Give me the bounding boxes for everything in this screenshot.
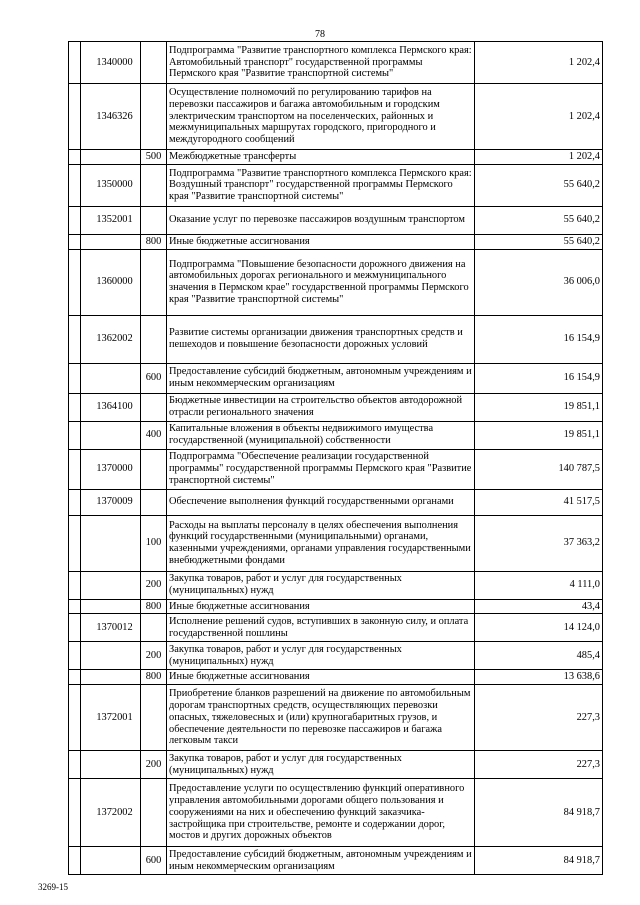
page-number: 78 (315, 29, 325, 40)
item-name-cell: Капитальные вложения в объекты недвижимого имущества государственной (муниципальной) собственности (167, 421, 475, 449)
item-name-cell: Расходы на выплаты персоналу в целях обеспечения выполнения функций государственными (муниципальными) органами, казенными учреждениями, органами управления государственными внебюджетными фондами (167, 515, 475, 571)
item-name-cell: Закупка товаров, работ и услуг для государственных (муниципальных) нужд (167, 642, 475, 670)
row-number-cell (69, 599, 81, 614)
expense-type-cell: 200 (141, 642, 167, 670)
item-name-cell: Подпрограмма "Развитие транспортного комплекса Пермского края: Автомобильный транспорт" государственной программы Пермского края "Развитие транспортной системы" (167, 42, 475, 84)
amount-cell: 55 640,2 (475, 206, 603, 234)
expense-type-cell: 200 (141, 571, 167, 599)
expense-type-cell (141, 393, 167, 421)
target-code-cell: 1350000 (81, 164, 141, 206)
amount-cell: 36 006,0 (475, 249, 603, 315)
amount-cell: 14 124,0 (475, 614, 603, 642)
expense-type-cell (141, 614, 167, 642)
amount-cell: 1 202,4 (475, 150, 603, 165)
target-code-cell (81, 571, 141, 599)
row-number-cell (69, 206, 81, 234)
target-code-cell: 1360000 (81, 249, 141, 315)
table-row (69, 393, 603, 421)
expense-type-cell (141, 42, 167, 84)
expense-type-cell: 200 (141, 751, 167, 779)
table-row (69, 234, 603, 249)
table-row (69, 685, 603, 751)
table-row (69, 315, 603, 363)
target-code-cell: 1340000 (81, 42, 141, 84)
target-code-cell (81, 751, 141, 779)
amount-cell: 13 638,6 (475, 670, 603, 685)
item-name-cell: Подпрограмма "Повышение безопасности дорожного движения на автомобильных дорогах регионального и межмуниципального значения в Пермском крае" государственной программы Пермского края "Развитие транспортной системы" (167, 249, 475, 315)
table-row (69, 206, 603, 234)
expense-type-cell (141, 164, 167, 206)
expense-type-cell (141, 249, 167, 315)
item-name-cell: Закупка товаров, работ и услуг для государственных (муниципальных) нужд (167, 571, 475, 599)
table-row (69, 571, 603, 599)
target-code-cell (81, 642, 141, 670)
item-name-cell: Иные бюджетные ассигнования (167, 599, 475, 614)
amount-cell: 55 640,2 (475, 164, 603, 206)
expense-type-cell: 600 (141, 363, 167, 393)
table-row (69, 847, 603, 875)
target-code-cell: 1346326 (81, 84, 141, 150)
target-code-cell (81, 363, 141, 393)
row-number-cell (69, 234, 81, 249)
row-number-cell (69, 42, 81, 84)
amount-cell: 227,3 (475, 751, 603, 779)
amount-cell: 84 918,7 (475, 779, 603, 847)
row-number-cell (69, 363, 81, 393)
item-name-cell: Иные бюджетные ассигнования (167, 234, 475, 249)
target-code-cell (81, 599, 141, 614)
row-number-cell (69, 421, 81, 449)
expense-type-cell (141, 685, 167, 751)
expense-type-cell: 500 (141, 150, 167, 165)
table-row (69, 515, 603, 571)
target-code-cell (81, 515, 141, 571)
target-code-cell: 1362002 (81, 315, 141, 363)
target-code-cell (81, 670, 141, 685)
row-number-cell (69, 249, 81, 315)
row-number-cell (69, 515, 81, 571)
item-name-cell: Подпрограмма "Развитие транспортного комплекса Пермского края: Воздушный транспорт" государственной программы Пермского края "Развитие транспортной системы" (167, 164, 475, 206)
target-code-cell: 1370000 (81, 449, 141, 489)
item-name-cell: Осуществление полномочий по регулированию тарифов на перевозки пассажиров и багажа автомобильным и городским электрическим транспортом на поселенческих, районных и межмуниципальных маршрутах городского, пригородного и междугородного сообщений (167, 84, 475, 150)
table-row (69, 489, 603, 515)
target-code-cell: 1364100 (81, 393, 141, 421)
target-code-cell: 1370012 (81, 614, 141, 642)
table-row (69, 670, 603, 685)
table-row (69, 779, 603, 847)
expense-type-cell (141, 206, 167, 234)
row-number-cell (69, 642, 81, 670)
amount-cell: 227,3 (475, 685, 603, 751)
item-name-cell: Подпрограмма "Обеспечение реализации государственной программы" государственной программы Пермского края "Развитие транспортной системы" (167, 449, 475, 489)
target-code-cell: 1372001 (81, 685, 141, 751)
item-name-cell: Предоставление услуги по осуществлению функций оперативного управления автомобильными дорогами общего пользования и сооружениями на них и обеспечению функций заказчика-застройщика при строительстве, ремонте и содержании дорог, мостов и других дорожных объектов (167, 779, 475, 847)
item-name-cell: Бюджетные инвестиции на строительство объектов автодорожной отрасли регионального значения (167, 393, 475, 421)
table-row (69, 449, 603, 489)
item-name-cell: Закупка товаров, работ и услуг для государственных (муниципальных) нужд (167, 751, 475, 779)
expense-type-cell (141, 84, 167, 150)
amount-cell: 41 517,5 (475, 489, 603, 515)
row-number-cell (69, 84, 81, 150)
amount-cell: 37 363,2 (475, 515, 603, 571)
target-code-cell (81, 847, 141, 875)
table-row (69, 42, 603, 84)
expense-type-cell: 800 (141, 670, 167, 685)
document-code: 3269-15 (38, 882, 68, 892)
row-number-cell (69, 847, 81, 875)
amount-cell: 43,4 (475, 599, 603, 614)
expense-type-cell: 800 (141, 234, 167, 249)
target-code-cell (81, 234, 141, 249)
item-name-cell: Предоставление субсидий бюджетным, автономным учреждениям и иным некоммерческим организациям (167, 363, 475, 393)
row-number-cell (69, 449, 81, 489)
target-code-cell: 1372002 (81, 779, 141, 847)
amount-cell: 1 202,4 (475, 84, 603, 150)
table-row (69, 164, 603, 206)
item-name-cell: Приобретение бланков разрешений на движение по автомобильным дорогам транспортных средств, осуществляющих перевозки опасных, тяжеловесных и (или) крупногабаритных грузов, и обеспечение деятельности по перевозке пассажиров и багажа легковым такси (167, 685, 475, 751)
table-row (69, 84, 603, 150)
row-number-cell (69, 164, 81, 206)
target-code-cell: 1370009 (81, 489, 141, 515)
item-name-cell: Обеспечение выполнения функций государственными органами (167, 489, 475, 515)
expense-type-cell (141, 315, 167, 363)
target-code-cell: 1352001 (81, 206, 141, 234)
item-name-cell: Развитие системы организации движения транспортных средств и пешеходов и повышение безопасности дорожных условий (167, 315, 475, 363)
item-name-cell: Исполнение решений судов, вступивших в законную силу, и оплата государственной пошлины (167, 614, 475, 642)
budget-table (68, 41, 603, 875)
expense-type-cell: 800 (141, 599, 167, 614)
item-name-cell: Межбюджетные трансферты (167, 150, 475, 165)
table-row (69, 751, 603, 779)
amount-cell: 84 918,7 (475, 847, 603, 875)
amount-cell: 485,4 (475, 642, 603, 670)
expense-type-cell (141, 779, 167, 847)
row-number-cell (69, 571, 81, 599)
row-number-cell (69, 779, 81, 847)
table-row (69, 363, 603, 393)
row-number-cell (69, 614, 81, 642)
item-name-cell: Иные бюджетные ассигнования (167, 670, 475, 685)
table-row (69, 150, 603, 165)
amount-cell: 55 640,2 (475, 234, 603, 249)
row-number-cell (69, 670, 81, 685)
row-number-cell (69, 751, 81, 779)
amount-cell: 140 787,5 (475, 449, 603, 489)
expense-type-cell: 100 (141, 515, 167, 571)
amount-cell: 4 111,0 (475, 571, 603, 599)
item-name-cell: Предоставление субсидий бюджетным, автономным учреждениям и иным некоммерческим организациям (167, 847, 475, 875)
amount-cell: 19 851,1 (475, 393, 603, 421)
row-number-cell (69, 393, 81, 421)
amount-cell: 16 154,9 (475, 315, 603, 363)
table-row (69, 249, 603, 315)
amount-cell: 16 154,9 (475, 363, 603, 393)
expense-type-cell (141, 489, 167, 515)
row-number-cell (69, 150, 81, 165)
target-code-cell (81, 150, 141, 165)
table-row (69, 599, 603, 614)
expense-type-cell: 600 (141, 847, 167, 875)
expense-type-cell (141, 449, 167, 489)
amount-cell: 19 851,1 (475, 421, 603, 449)
amount-cell: 1 202,4 (475, 42, 603, 84)
item-name-cell: Оказание услуг по перевозке пассажиров воздушным транспортом (167, 206, 475, 234)
table-row (69, 642, 603, 670)
expense-type-cell: 400 (141, 421, 167, 449)
row-number-cell (69, 685, 81, 751)
table-row (69, 614, 603, 642)
target-code-cell (81, 421, 141, 449)
table-row (69, 421, 603, 449)
row-number-cell (69, 315, 81, 363)
row-number-cell (69, 489, 81, 515)
